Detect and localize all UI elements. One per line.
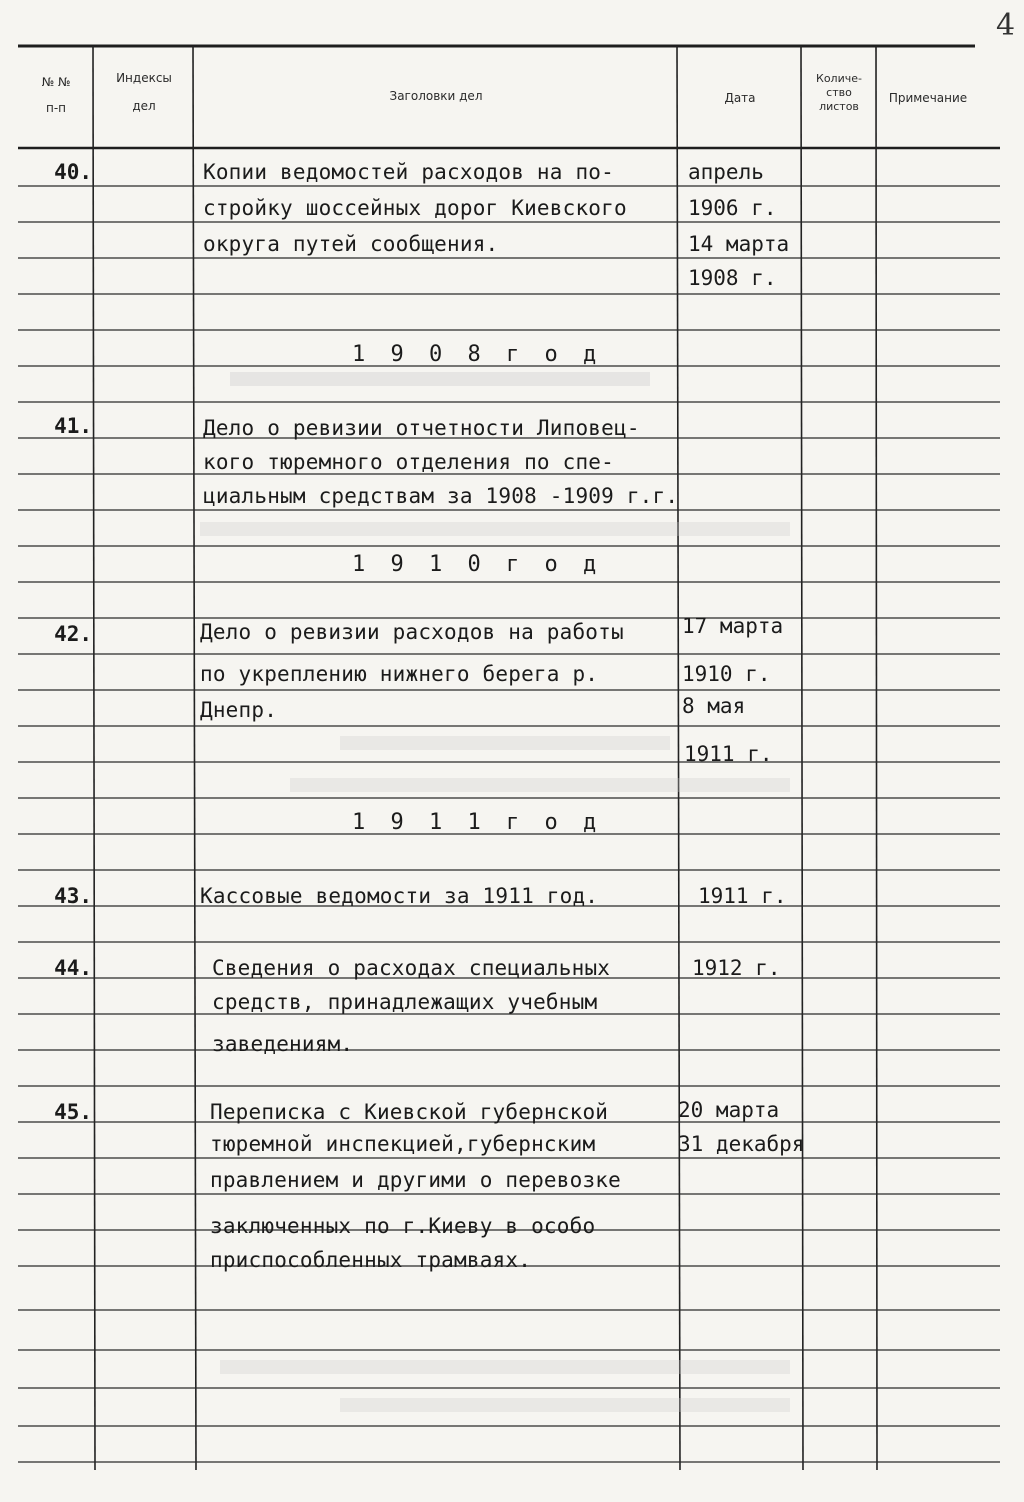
entry-number: 44.	[54, 956, 92, 980]
entry-title-line: заведениям.	[212, 1032, 354, 1056]
entry-number: 43.	[54, 884, 92, 908]
entry-title-line: Копии ведомостей расходов на по-	[203, 160, 614, 184]
entry-number: 42.	[54, 622, 92, 646]
entry-title-line: Сведения о расходах специальных	[212, 956, 611, 980]
entry-title-line: заключенных по г.Киеву в особо	[210, 1214, 596, 1238]
entry-date-line: 1911 г.	[698, 884, 787, 908]
entry-title-line: Дело о ревизии расходов на работы	[200, 620, 624, 644]
entry-date-line: 17 марта	[682, 614, 784, 638]
entry-title-line: циальным средствам за 1908 -1909 г.г.	[203, 484, 679, 508]
year-heading: 1 9 1 1 г о д	[352, 810, 603, 835]
header-date: Дата	[724, 91, 756, 105]
entry-title-line: правлением и другими о перевозке	[210, 1168, 621, 1192]
entry-number: 41.	[54, 414, 92, 438]
entry-date-line: 20 марта	[678, 1098, 780, 1122]
entry-date-line: 1908 г.	[688, 266, 777, 290]
year-heading: 1 9 0 8 г о д	[352, 342, 603, 367]
entry-date-line: апрель	[688, 160, 764, 184]
entry-title-line: приспособленных трамваях.	[210, 1248, 532, 1272]
entry-title-line: Кассовые ведомости за 1911 год.	[200, 884, 599, 908]
entry-title-line: Дело о ревизии отчетности Липовец-	[203, 416, 640, 440]
entry-date-line: 1912 г.	[692, 956, 781, 980]
header-sheet-count: Количе- ство листов	[816, 72, 862, 113]
entry-number: 40.	[54, 160, 92, 184]
entry-number: 45.	[54, 1100, 92, 1124]
entry-date-line: 1906 г.	[688, 196, 777, 220]
entry-date-line: 14 марта	[688, 232, 790, 256]
entry-date-line: 1910 г.	[682, 662, 771, 686]
header-index: Индексы дел	[116, 71, 172, 114]
entry-title-line: стройку шоссейных дорог Киевского	[203, 196, 627, 220]
header-note: Примечание	[888, 91, 968, 105]
entry-title-line: Днепр.	[200, 698, 278, 722]
entry-title-line: по укреплению нижнего берега р.	[200, 662, 599, 686]
year-heading: 1 9 1 0 г о д	[352, 552, 603, 577]
entry-date-line: 1911 г.	[684, 742, 773, 766]
entry-date-line: 31 декабря	[678, 1132, 805, 1156]
header-title: Заголовки дел	[389, 89, 483, 103]
entry-title-line: Переписка с Киевской губернской	[210, 1100, 609, 1124]
entry-date-line: 8 мая	[682, 694, 746, 718]
entry-title-line: кого тюремного отделения по спе-	[203, 450, 614, 474]
entry-title-line: средств, принадлежащих учебным	[212, 990, 598, 1014]
entry-title-line: тюремной инспекцией,губернским	[210, 1132, 596, 1156]
page-number: 4	[996, 8, 1016, 43]
header-num: № № п-п	[41, 75, 71, 116]
entry-title-line: округа путей сообщения.	[203, 232, 499, 256]
